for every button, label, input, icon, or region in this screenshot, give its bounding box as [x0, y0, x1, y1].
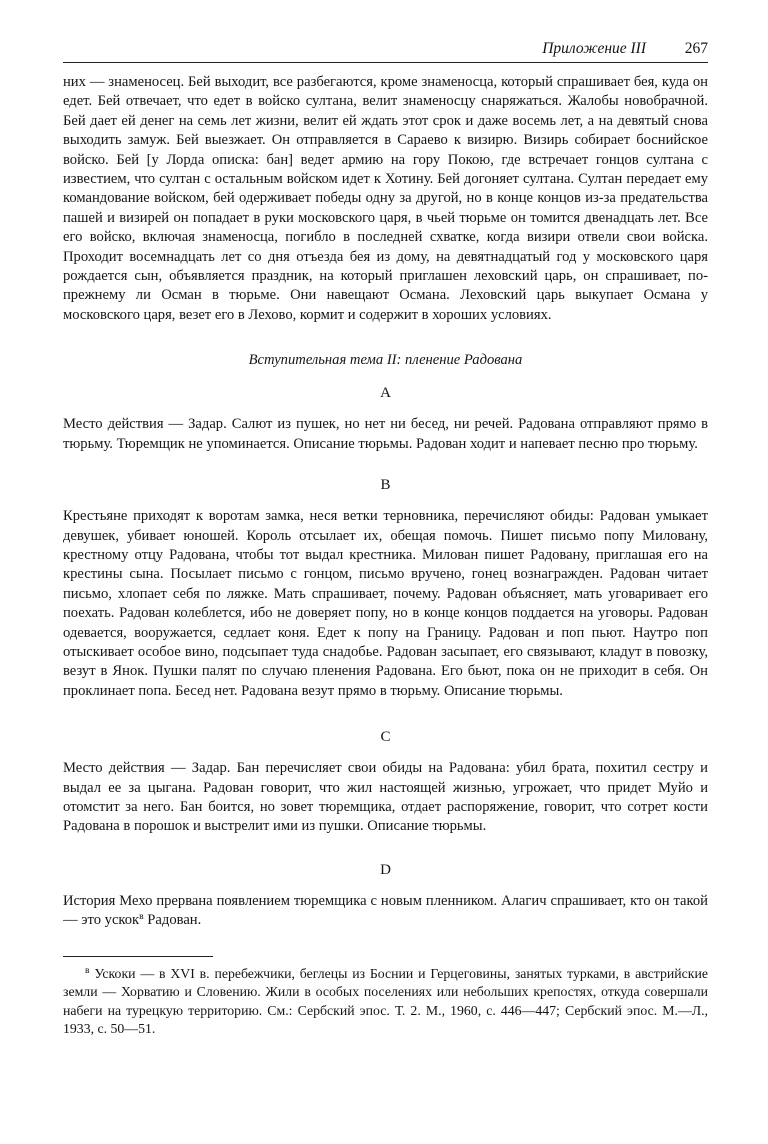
- uskok-word: ускок: [104, 912, 140, 929]
- section-heading: Вступительная тема II: пленение Радована: [248, 352, 523, 369]
- subsection-d-text-before: История Мехо прервана появлением тюремщика с новым пленником. Алагич спрашивает, кто он такой — это: [63, 892, 708, 929]
- running-head: [63, 38, 708, 63]
- intro-paragraph: них — знаменосец. Бей выходит, все разбегаются, кроме знаменосца, который спрашивает бея, куда он едет. Бей отвечает, что едет в войско султана, велит знаменосцу снаряжаться. Жалобы новобрачной. Бей дает ей денег на семь лет жизни, велит ей ждать этот срок и даже восемь лет, а на девятый снова выходить замуж. Бей выезжает. Он отправляется в Сараево к визирю. Визирь собирает боснийское войско. Бей [у Лорда описка: бан] ведет армию на гору Покою, где встречает гонцов султана с известием, что султан с остальным войском идет к Хотину. Бей догоняет султана. Султан передает ему командование войском, бей одерживает победы одну за другой, но в конце концов из-за предательства пашей и визирей он попадает в руки московского царя, в чьей тюрьме он томится двенадцать лет. Все его войско, включая знаменосца, погибло в последней схватке, когда визири отвели свои войска. Проходит восемнадцать лет со дня отъезда бея из дому, на девятнадцатый год у московского царя рождается сын, объявляется праздник, на который приглашен леховский царь, он спрашивает, по-прежнему ли Осман в тюрьме. Они навещают Османа. Леховский царь выкупает Османа у московского царя, везет его в Лехово, кормит и содержит в хороших условиях.: [63, 74, 708, 323]
- subsection-letter-d: D: [380, 861, 391, 878]
- subsection-letter-b: B: [380, 477, 391, 494]
- subsection-letter-c: C: [380, 729, 391, 746]
- subsection-d-text: [63, 892, 708, 931]
- running-head-title: Приложение III: [542, 40, 646, 57]
- subsection-letter-a: A: [380, 385, 391, 402]
- subsection-c-text: Место действия — Задар. Бан перечисляет свои обиды на Радована: убил брата, похитил сестру и выдал ее за цыгана. Радован говорит, что жил настоящей жизнью, угрожает, что придет Муйо и отомстит за него. Бан боится, но зовет тюремщика, отдает распоряжение, говорит, что сотрет кости Радована в порошок и выстрелит ими из пушки. Описание тюрьмы.: [63, 760, 708, 835]
- subsection-a-text: Место действия — Задар. Салют из пушек, но нет ни бесед, ни речей. Радована отправляют прямо в тюрьму. Тюремщик не упоминается. Описание тюрьмы. Радован ходит и напевает песню про тюрьму.: [63, 416, 708, 452]
- footnote-text: Ускоки — в XVI в. перебежчики, беглецы из Боснии и Герцеговины, занятых турками, в австрийские земли — Хорватию и Словению. Жили в особых поселениях или небольших крепостях, откуда совершали набеги на турецкую территорию. См.: Сербский эпос. Т. 2. М., 1960, с. 446—447; Сербский эпос. М.—Л., 1933, с. 50—51.: [63, 965, 708, 1037]
- footnote-mark: в: [85, 965, 90, 976]
- subsection-b-text: Крестьяне приходят к воротам замка, неся ветки терновника, перечисляют обиды: Радован умыкает девушек, убивает юношей. Король отсылает их, обещая помочь. Пишет письмо попу Миловану, крестному отцу Радована, чтобы тот выдал крестника. Милован пишет Радовану, приглашая его на крестины сына. Посылает письмо с гонцом, письмо вручено, гонец вознагражден. Радован читает письмо, хлопает себя по ляжке. Мать спрашивает, почему. Радован объясняет, мать уговаривает его поехать. Радован колеблется, ибо не доверяет попу, но в конце концов поддается на уговоры. Радован одевается, вооружается, седлает коня. Едет к попу на Границу. Радован и поп пьют. Наутро поп отыскивает особое вино, подсыпает туда снадобье. Радован засыпает, его связывают, кладут в повозку, везут в Янок. Пушки палят по случаю пленения Радована. Его бьют, пока он не приходит в себя. Он проклинает попа. Бесед нет. Радована везут прямо в тюрьму. Описание тюрьмы.: [63, 508, 708, 699]
- subsection-d-text-after: Радован.: [143, 912, 202, 929]
- book-page: [63, 38, 708, 1039]
- footnote-reference[interactable]: в: [139, 912, 144, 923]
- footnote: [63, 965, 708, 1039]
- page-number: 267: [684, 40, 708, 57]
- footnote-divider: [63, 956, 213, 957]
